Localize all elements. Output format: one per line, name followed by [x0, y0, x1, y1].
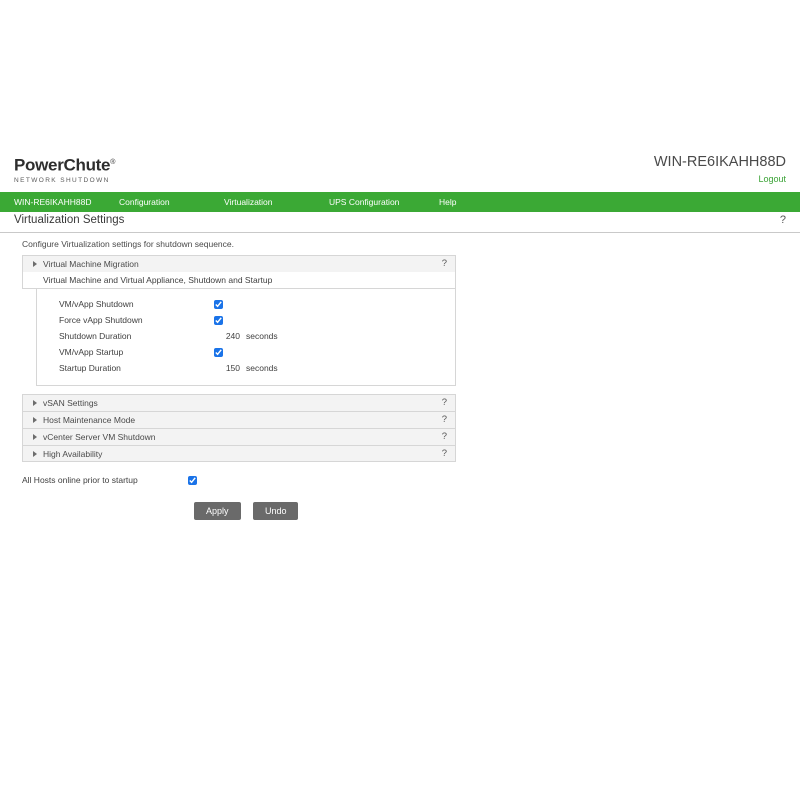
nav-item-help[interactable]: Help: [439, 197, 457, 207]
page-help-icon[interactable]: ?: [779, 214, 786, 226]
chevron-right-icon: [33, 400, 37, 406]
app-header: [0, 148, 800, 192]
nav-item-ups-configuration[interactable]: UPS Configuration: [329, 197, 400, 207]
chevron-right-icon: [33, 417, 37, 423]
panel-vcenter-server-vm-shutdown[interactable]: [22, 428, 456, 445]
undo-button[interactable]: Undo: [253, 502, 299, 520]
field-label: Startup Duration: [59, 363, 121, 373]
hostname-label: WIN-RE6IKAHH88D: [653, 154, 786, 170]
row-startup-duration: [37, 360, 455, 376]
nav-item-configuration[interactable]: Configuration: [119, 197, 170, 207]
page-title-bar: [0, 212, 800, 233]
panel-label: vCenter Server VM Shutdown: [43, 432, 156, 442]
spacer: [22, 386, 786, 394]
chevron-right-icon: [33, 451, 37, 457]
field-label: VM/vApp Startup: [59, 347, 124, 357]
all-hosts-online-checkbox[interactable]: [188, 476, 197, 485]
field-label: Shutdown Duration: [59, 331, 132, 341]
logo-title-text: PowerChute: [14, 155, 111, 175]
panel-label: High Availability: [43, 449, 103, 459]
powerchute-logo: [14, 154, 115, 185]
panel-vsan-settings[interactable]: [22, 394, 456, 411]
nav-item-hostname[interactable]: WIN-RE6IKAHH88D: [14, 197, 92, 207]
vm-vapp-shutdown-checkbox[interactable]: [214, 300, 223, 309]
row-vm-vapp-shutdown: [37, 296, 455, 312]
startup-duration-value-group: [214, 363, 278, 373]
powerchute-app: [0, 148, 800, 520]
action-buttons: [22, 501, 786, 520]
row-shutdown-duration: [37, 328, 455, 344]
panel-label: vSAN Settings: [43, 398, 98, 408]
logout-link[interactable]: Logout: [758, 174, 786, 184]
row-vm-vapp-startup: [37, 344, 455, 360]
panel-help-icon[interactable]: ?: [441, 448, 447, 459]
panel-label: Virtual Machine and Virtual Appliance, Shutdown and Startup: [43, 275, 273, 285]
shutdown-duration-value-group: [214, 331, 278, 341]
host-info: [654, 154, 786, 185]
logo-title: [14, 154, 115, 175]
all-hosts-label: All Hosts online prior to startup: [22, 475, 138, 485]
panel-vm-vapp-shutdown-startup-header[interactable]: [22, 272, 456, 289]
logo-trademark: ®: [110, 159, 116, 166]
main-navbar: [0, 192, 800, 212]
vm-vapp-startup-checkbox[interactable]: [214, 348, 223, 357]
shutdown-duration-value[interactable]: 240: [225, 331, 240, 341]
field-label: Force vApp Shutdown: [59, 315, 143, 325]
chevron-right-icon: [33, 434, 37, 440]
row-all-hosts-online: [22, 471, 786, 489]
chevron-right-icon: [33, 261, 37, 267]
page-subtitle: Configure Virtualization settings for shutdown sequence.: [22, 239, 234, 249]
field-label: VM/vApp Shutdown: [59, 299, 134, 309]
row-force-vapp-shutdown: [37, 312, 455, 328]
panel-help-icon[interactable]: ?: [441, 414, 447, 425]
startup-duration-unit: seconds: [246, 363, 278, 373]
nav-item-virtualization[interactable]: Virtualization: [224, 197, 273, 207]
shutdown-duration-unit: seconds: [246, 331, 278, 341]
panel-help-icon[interactable]: ?: [441, 258, 447, 269]
panel-vm-vapp-shutdown-startup-body: [36, 289, 456, 386]
panel-label: Host Maintenance Mode: [43, 415, 136, 425]
force-vapp-shutdown-checkbox[interactable]: [214, 316, 223, 325]
panel-help-icon[interactable]: ?: [441, 397, 447, 408]
panel-label: Virtual Machine Migration: [43, 259, 139, 269]
apply-button[interactable]: Apply: [194, 502, 241, 520]
logo-subtitle: NETWORK SHUTDOWN: [14, 176, 110, 184]
panel-high-availability[interactable]: [22, 445, 456, 462]
settings-content: [0, 255, 800, 520]
panel-help-icon[interactable]: ?: [441, 431, 447, 442]
page-title: Virtualization Settings: [14, 214, 125, 226]
panel-virtual-machine-migration[interactable]: [22, 255, 456, 272]
startup-duration-value[interactable]: 150: [225, 363, 240, 373]
panel-host-maintenance-mode[interactable]: [22, 411, 456, 428]
